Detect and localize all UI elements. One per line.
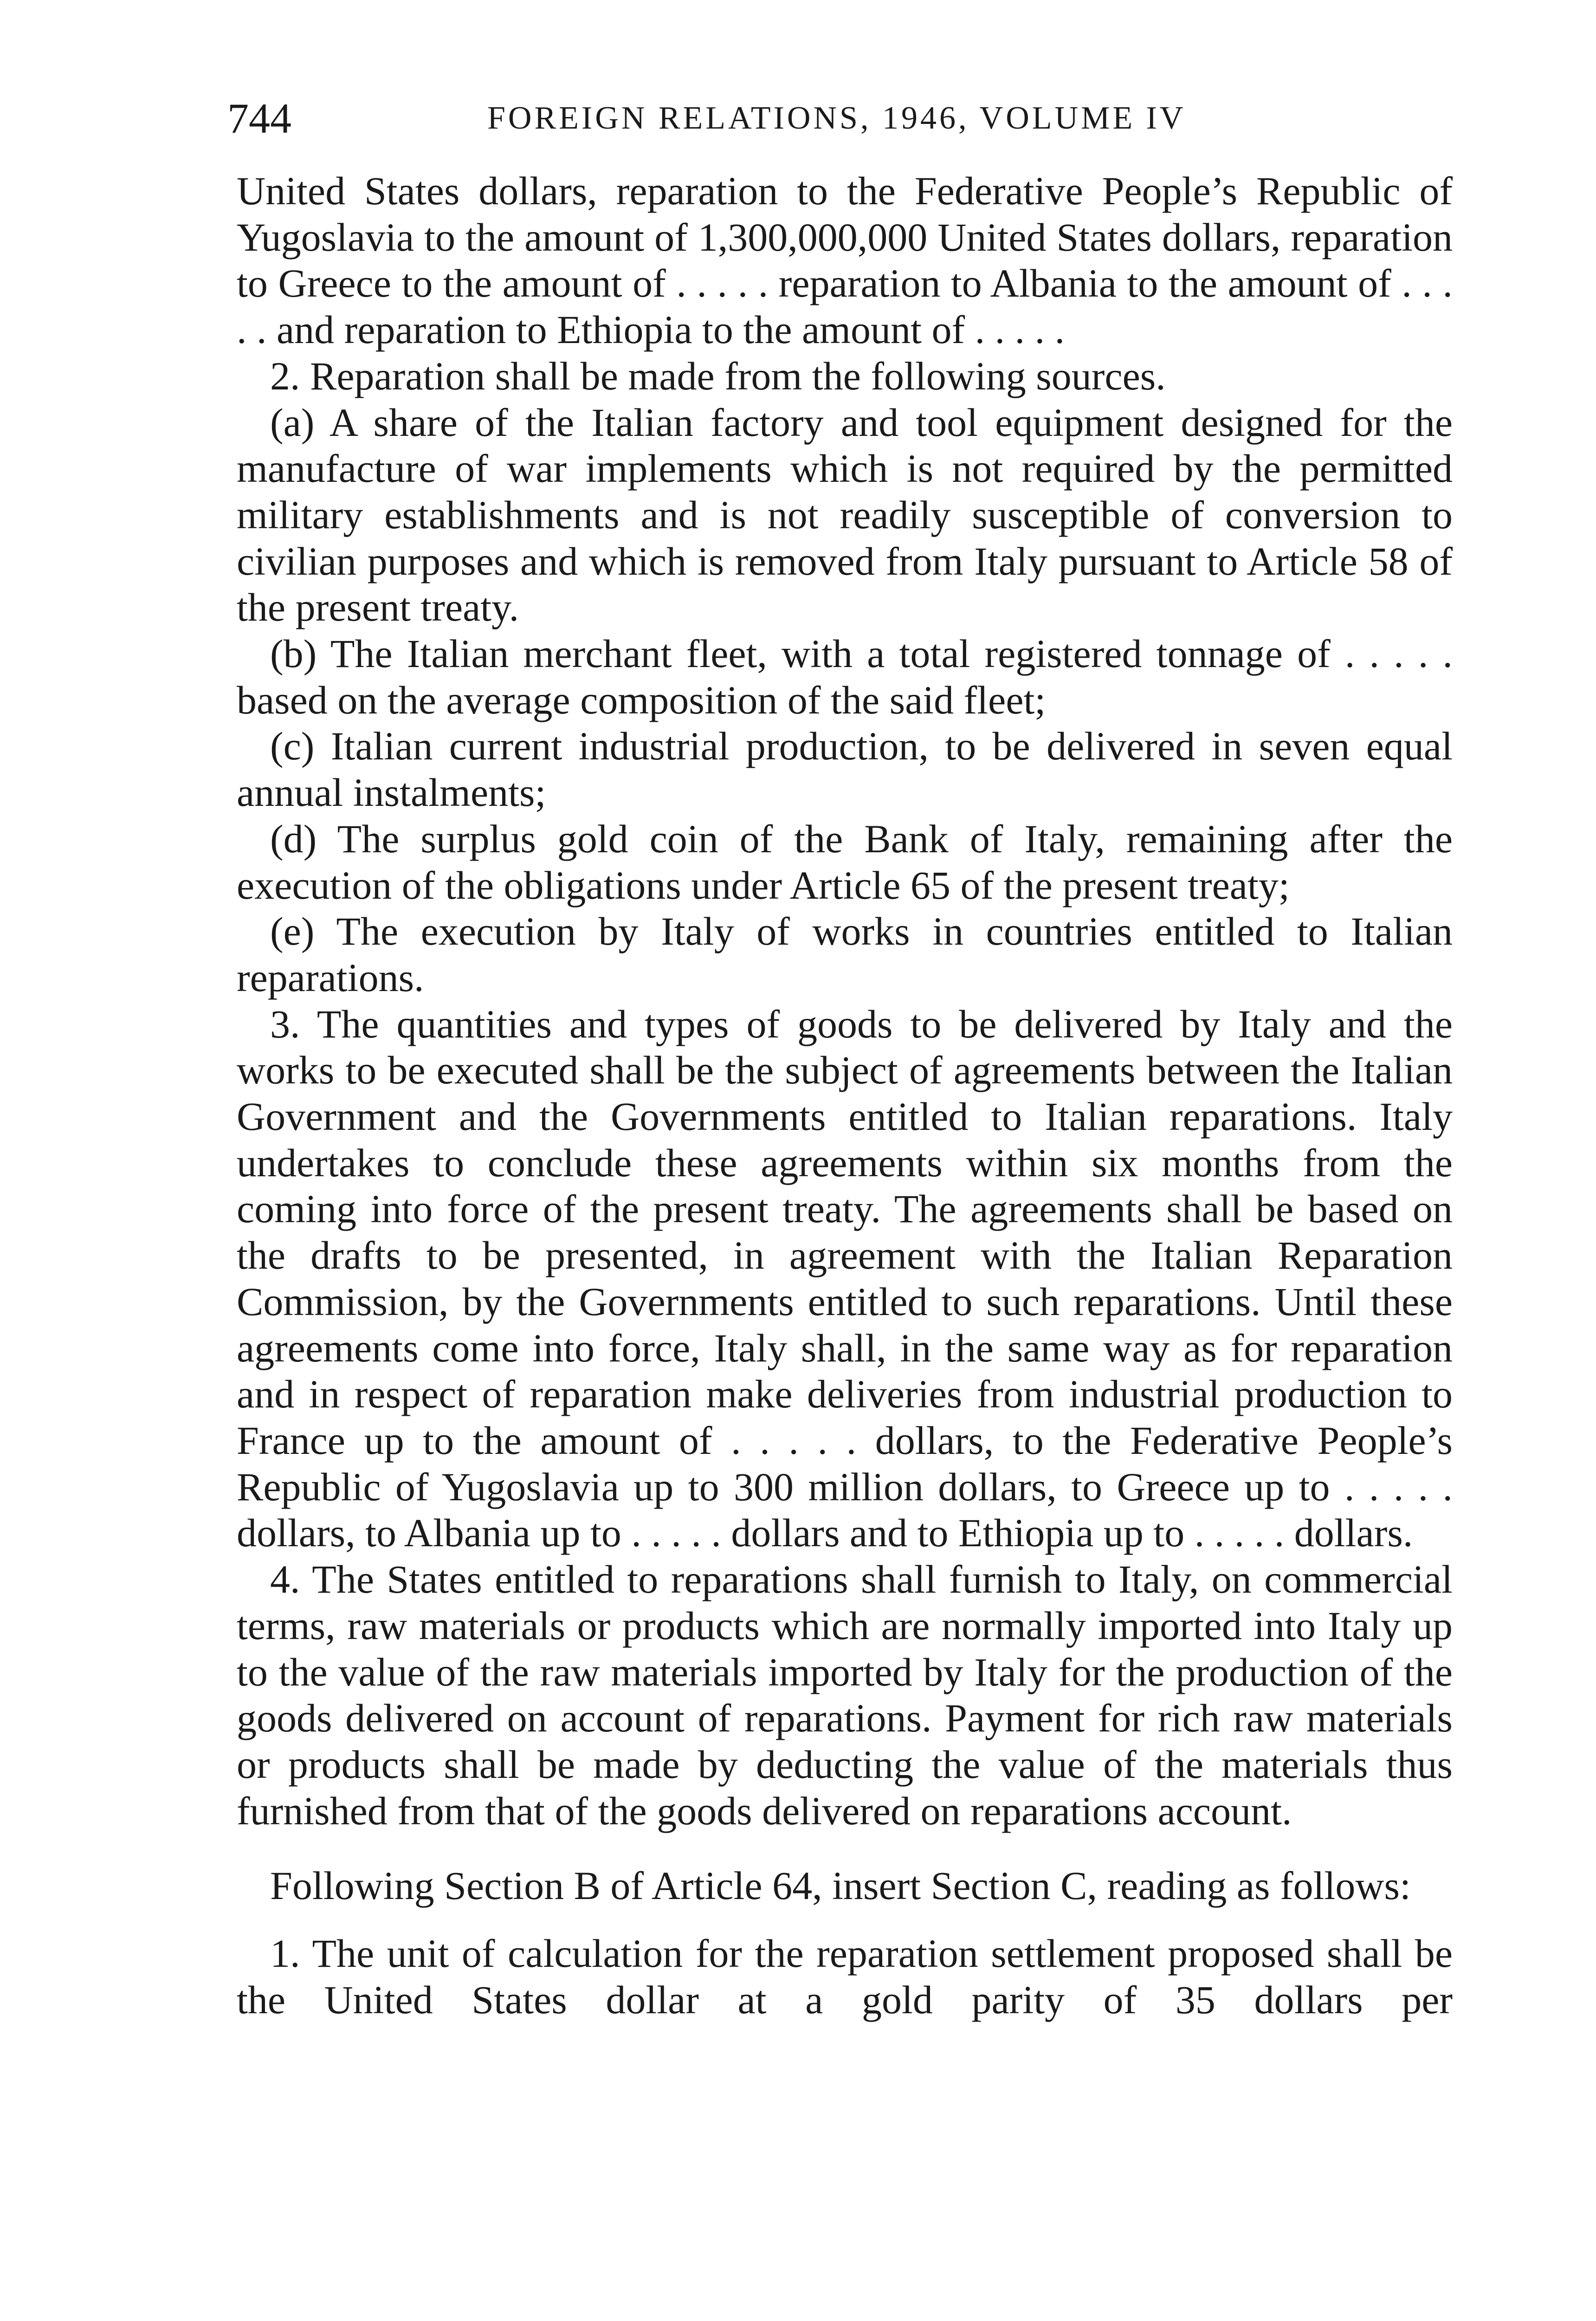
body-text — [237, 168, 1453, 2023]
paragraph-item-2e: (e) The execution by Italy of works in countries entitled to Italian reparations. — [237, 909, 1453, 1000]
running-head — [227, 93, 1453, 144]
paragraph-item-2a: (a) A share of the Italian factory and tool equipment designed for the manufacture of war implements which is not required by the permitted military establishments and is not readily susceptible of conversion to civilian purposes and which is removed from Italy pursuant to Article 58 of the present treaty. — [237, 400, 1453, 630]
paragraph-item-2: 2. Reparation shall be made from the following sources. — [270, 353, 1166, 398]
paragraph-section-c-item-1: 1. The unit of calculation for the reparation settlement proposed shall be the United States dollar at a gold parity of 35 dollars per — [237, 1931, 1453, 2022]
paragraph-item-2d: (d) The surplus gold coin of the Bank of Italy, remaining after the execution of the obligations under Article 65 of the present treaty; — [237, 816, 1453, 908]
paragraph-item-4: 4. The States entitled to reparations shall furnish to Italy, on commercial terms, raw materials or products which are normally imported into Italy up to the value of the raw materials imported by Italy for the production of the goods delivered on account of reparations. Payment for rich raw materials or products shall be made by deducting the value of the materials thus furnished from that of the goods delivered on reparations account. — [237, 1557, 1453, 1833]
paragraph-section-c-intro: Following Section B of Article 64, insert Section C, reading as follows: — [270, 1863, 1411, 1908]
paragraph-item-2c: (c) Italian current industrial production, to be delivered in seven equal annual instalments; — [237, 724, 1453, 815]
paragraph-item-3: 3. The quantities and types of goods to be delivered by Italy and the works to be executed shall be the subject of agreements between the Italian Government and the Governments entitled to Italian reparations. Italy undertakes to conclude these agreements within six months from the coming into force of the present treaty. The agreements shall be based on the drafts to be presented, in agreement with the Italian Reparation Commission, by the Governments entitled to such reparations. Until these agreements come into force, Italy shall, in the same way as for reparation and in respect of reparation make deliveries from industrial production to France up to the amount of . . . . . dollars, to the Federative People’s Republic of Yugoslavia up to 300 million dollars, to Greece up to . . . . . dollars, to Albania up to . . . . . dollars and to Ethiopia up to . . . . . dollars. — [237, 1001, 1453, 1556]
page-number: 744 — [227, 95, 291, 142]
paragraph-item-2b: (b) The Italian merchant fleet, with a total registered tonnage of . . . . . based on the average composition of the said fleet; — [237, 631, 1453, 722]
journal-title: FOREIGN RELATIONS, 1946, VOLUME IV — [487, 100, 1186, 136]
paragraph-continuation: United States dollars, reparation to the Federative People’s Republic of Yugoslavia to the amount of 1,300,000,000 United States dollars, reparation to Greece to the amount of . . . . . reparation to Albania to the amount of . . . . . and reparation to Ethiopia to the amount of . . . . . — [237, 169, 1453, 352]
